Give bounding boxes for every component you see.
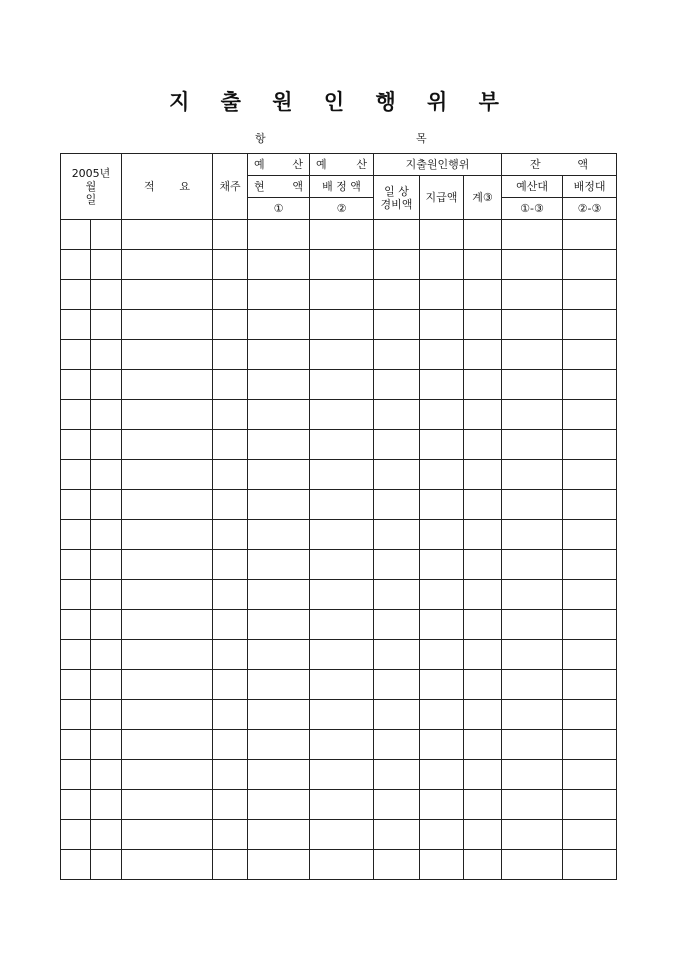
table-cell xyxy=(420,820,464,850)
table-cell xyxy=(61,490,91,520)
balance-header: 잔 액 xyxy=(502,154,617,176)
table-cell xyxy=(122,700,213,730)
table-cell xyxy=(420,850,464,880)
table-cell xyxy=(464,730,502,760)
table-cell xyxy=(213,520,248,550)
table-cell xyxy=(420,520,464,550)
table-cell xyxy=(61,520,91,550)
table-cell xyxy=(248,790,310,820)
table-cell xyxy=(464,700,502,730)
table-cell xyxy=(563,730,617,760)
table-cell xyxy=(122,790,213,820)
month-label: 월 xyxy=(85,180,97,193)
table-cell xyxy=(502,730,563,760)
table-cell xyxy=(310,430,374,460)
table-cell xyxy=(502,610,563,640)
table-cell xyxy=(61,460,91,490)
table-cell xyxy=(310,250,374,280)
table-cell xyxy=(464,310,502,340)
table-cell xyxy=(91,520,122,550)
table-cell xyxy=(310,310,374,340)
table-cell xyxy=(61,220,91,250)
table-cell xyxy=(61,250,91,280)
table-cell xyxy=(502,850,563,880)
table-cell xyxy=(374,490,420,520)
table-cell xyxy=(420,460,464,490)
table-cell xyxy=(248,280,310,310)
table-cell xyxy=(464,580,502,610)
table-cell xyxy=(502,760,563,790)
table-cell xyxy=(420,580,464,610)
table-cell xyxy=(502,640,563,670)
day-label: 일 xyxy=(85,193,97,206)
table-cell xyxy=(420,400,464,430)
table-cell xyxy=(61,850,91,880)
table-cell xyxy=(563,220,617,250)
table-cell xyxy=(61,430,91,460)
table-cell xyxy=(248,460,310,490)
table-cell xyxy=(502,580,563,610)
table-cell xyxy=(374,250,420,280)
table-cell xyxy=(122,490,213,520)
table-cell xyxy=(213,730,248,760)
table-cell xyxy=(213,430,248,460)
table-cell xyxy=(248,640,310,670)
table-row xyxy=(61,220,617,250)
table-cell xyxy=(122,370,213,400)
table-cell xyxy=(563,280,617,310)
table-cell xyxy=(91,790,122,820)
table-cell xyxy=(563,460,617,490)
table-cell xyxy=(374,760,420,790)
table-cell xyxy=(563,340,617,370)
table-row xyxy=(61,760,617,790)
table-cell xyxy=(310,670,374,700)
table-cell xyxy=(502,370,563,400)
table-cell xyxy=(374,460,420,490)
table-cell xyxy=(248,850,310,880)
table-cell xyxy=(61,730,91,760)
table-cell xyxy=(61,640,91,670)
table-cell xyxy=(213,460,248,490)
table-cell xyxy=(248,340,310,370)
table-cell xyxy=(91,310,122,340)
table-cell xyxy=(248,760,310,790)
table-cell xyxy=(420,340,464,370)
table-cell xyxy=(248,490,310,520)
expense-group-header: 지출원인행위 xyxy=(374,154,502,176)
table-cell xyxy=(213,790,248,820)
table-cell xyxy=(502,820,563,850)
table-cell xyxy=(91,580,122,610)
table-row xyxy=(61,610,617,640)
table-cell xyxy=(420,490,464,520)
table-cell xyxy=(374,580,420,610)
table-cell xyxy=(374,550,420,580)
table-cell xyxy=(122,520,213,550)
table-row xyxy=(61,850,617,880)
table-cell xyxy=(420,250,464,280)
table-cell xyxy=(563,760,617,790)
vs-alloc-header: 배정대 xyxy=(563,176,617,198)
table-cell xyxy=(464,760,502,790)
table-cell xyxy=(122,580,213,610)
table-cell xyxy=(374,820,420,850)
table-cell xyxy=(61,820,91,850)
table-cell xyxy=(248,550,310,580)
table-cell xyxy=(563,520,617,550)
table-cell xyxy=(310,850,374,880)
table-cell xyxy=(502,220,563,250)
table-cell xyxy=(91,340,122,370)
vs-budget-formula: ①-③ xyxy=(502,198,563,220)
table-cell xyxy=(502,250,563,280)
table-cell xyxy=(464,520,502,550)
table-cell xyxy=(374,640,420,670)
table-row xyxy=(61,580,617,610)
table-cell xyxy=(502,790,563,820)
table-cell xyxy=(374,400,420,430)
table-cell xyxy=(502,280,563,310)
table-cell xyxy=(502,550,563,580)
table-cell xyxy=(61,340,91,370)
table-cell xyxy=(213,850,248,880)
table-cell xyxy=(91,760,122,790)
table-cell xyxy=(374,430,420,460)
table-cell xyxy=(91,850,122,880)
table-cell xyxy=(310,340,374,370)
date-header xyxy=(61,154,122,220)
table-cell xyxy=(91,370,122,400)
table-cell xyxy=(464,850,502,880)
budget-current-header-top: 예 산 xyxy=(248,154,310,176)
table-row xyxy=(61,430,617,460)
table-cell xyxy=(122,850,213,880)
table-cell xyxy=(91,610,122,640)
table-cell xyxy=(213,610,248,640)
table-cell xyxy=(61,760,91,790)
table-cell xyxy=(563,250,617,280)
table-cell xyxy=(420,220,464,250)
table-cell xyxy=(61,400,91,430)
table-cell xyxy=(248,430,310,460)
table-cell xyxy=(61,700,91,730)
table-cell xyxy=(374,700,420,730)
table-cell xyxy=(420,610,464,640)
table-cell xyxy=(374,730,420,760)
table-cell xyxy=(420,310,464,340)
table-cell xyxy=(248,730,310,760)
table-cell xyxy=(122,670,213,700)
table-cell xyxy=(563,790,617,820)
table-cell xyxy=(563,490,617,520)
table-cell xyxy=(420,370,464,400)
table-cell xyxy=(310,790,374,820)
table-cell xyxy=(502,340,563,370)
table-cell xyxy=(310,700,374,730)
subtitle-mok: 목 xyxy=(416,132,427,145)
table-cell xyxy=(248,250,310,280)
table-cell xyxy=(563,640,617,670)
table-cell xyxy=(374,220,420,250)
table-cell xyxy=(310,610,374,640)
table-cell xyxy=(213,820,248,850)
table-cell xyxy=(374,850,420,880)
table-cell xyxy=(213,370,248,400)
table-cell xyxy=(374,520,420,550)
table-cell xyxy=(248,610,310,640)
table-cell xyxy=(248,820,310,850)
table-cell xyxy=(563,370,617,400)
table-cell xyxy=(91,700,122,730)
table-row xyxy=(61,340,617,370)
table-cell xyxy=(310,460,374,490)
table-cell xyxy=(91,250,122,280)
creditor-header: 채주 xyxy=(213,154,248,220)
table-cell xyxy=(374,370,420,400)
table-cell xyxy=(248,670,310,700)
table-cell xyxy=(213,250,248,280)
table-cell xyxy=(464,550,502,580)
table-cell xyxy=(122,760,213,790)
table-cell xyxy=(213,310,248,340)
table-cell xyxy=(91,280,122,310)
table-cell xyxy=(122,640,213,670)
table-cell xyxy=(310,400,374,430)
ledger-table xyxy=(60,153,617,880)
payment-header: 지급액 xyxy=(420,176,464,220)
table-cell xyxy=(122,280,213,310)
table-cell xyxy=(213,490,248,520)
table-cell xyxy=(563,550,617,580)
table-cell xyxy=(122,550,213,580)
table-cell xyxy=(563,850,617,880)
table-row xyxy=(61,700,617,730)
table-cell xyxy=(61,550,91,580)
table-cell xyxy=(420,760,464,790)
table-cell xyxy=(464,280,502,310)
table-cell xyxy=(310,730,374,760)
table-cell xyxy=(310,280,374,310)
table-cell xyxy=(122,400,213,430)
table-cell xyxy=(563,580,617,610)
table-cell xyxy=(374,670,420,700)
table-cell xyxy=(464,610,502,640)
table-cell xyxy=(502,490,563,520)
table-cell xyxy=(464,820,502,850)
table-row xyxy=(61,520,617,550)
table-cell xyxy=(248,700,310,730)
table-cell xyxy=(464,370,502,400)
table-cell xyxy=(374,610,420,640)
table-cell xyxy=(248,220,310,250)
table-cell xyxy=(248,370,310,400)
table-cell xyxy=(310,220,374,250)
table-cell xyxy=(122,220,213,250)
table-cell xyxy=(91,730,122,760)
table-row xyxy=(61,790,617,820)
table-cell xyxy=(502,310,563,340)
table-cell xyxy=(420,640,464,670)
budget-alloc-number: ② xyxy=(310,198,374,220)
table-cell xyxy=(464,430,502,460)
table-cell xyxy=(420,790,464,820)
table-cell xyxy=(464,490,502,520)
table-cell xyxy=(310,490,374,520)
table-cell xyxy=(213,760,248,790)
table-cell xyxy=(563,610,617,640)
table-cell xyxy=(213,400,248,430)
year-label: 2005년 xyxy=(71,167,111,180)
table-cell xyxy=(122,460,213,490)
table-cell xyxy=(213,280,248,310)
table-cell xyxy=(61,610,91,640)
table-cell xyxy=(61,310,91,340)
table-cell xyxy=(563,670,617,700)
table-cell xyxy=(61,280,91,310)
table-cell xyxy=(464,640,502,670)
table-cell xyxy=(374,340,420,370)
table-cell xyxy=(213,580,248,610)
table-cell xyxy=(91,670,122,700)
table-cell xyxy=(420,670,464,700)
table-cell xyxy=(310,520,374,550)
table-cell xyxy=(464,460,502,490)
vs-alloc-formula: ②-③ xyxy=(563,198,617,220)
table-row xyxy=(61,400,617,430)
table-cell xyxy=(502,460,563,490)
table-cell xyxy=(122,730,213,760)
table-cell xyxy=(91,550,122,580)
table-cell xyxy=(310,820,374,850)
table-row xyxy=(61,820,617,850)
table-cell xyxy=(213,220,248,250)
table-cell xyxy=(464,400,502,430)
total-header: 계③ xyxy=(464,176,502,220)
table-cell xyxy=(91,640,122,670)
table-cell xyxy=(563,430,617,460)
table-cell xyxy=(420,430,464,460)
table-cell xyxy=(310,580,374,610)
table-cell xyxy=(91,490,122,520)
table-cell xyxy=(420,700,464,730)
table-row xyxy=(61,640,617,670)
ledger-body xyxy=(61,220,617,880)
table-cell xyxy=(464,790,502,820)
table-cell xyxy=(61,670,91,700)
table-cell xyxy=(374,280,420,310)
table-cell xyxy=(374,310,420,340)
table-cell xyxy=(420,280,464,310)
table-cell xyxy=(61,580,91,610)
table-cell xyxy=(420,550,464,580)
table-cell xyxy=(248,520,310,550)
table-cell xyxy=(563,700,617,730)
table-cell xyxy=(122,250,213,280)
budget-current-header-mid: 현 액 xyxy=(248,176,310,198)
table-cell xyxy=(563,820,617,850)
table-cell xyxy=(122,610,213,640)
table-cell xyxy=(502,400,563,430)
summary-header: 적 요 xyxy=(122,154,213,220)
table-cell xyxy=(213,700,248,730)
table-cell xyxy=(91,820,122,850)
ordinary-expense-header: 일 상 경비액 xyxy=(374,176,420,220)
table-cell xyxy=(310,640,374,670)
table-cell xyxy=(310,550,374,580)
table-cell xyxy=(310,370,374,400)
subtitle-hang: 항 xyxy=(255,132,266,145)
table-cell xyxy=(563,310,617,340)
table-row xyxy=(61,310,617,340)
table-cell xyxy=(248,580,310,610)
table-cell xyxy=(464,670,502,700)
table-cell xyxy=(420,730,464,760)
table-row xyxy=(61,730,617,760)
table-cell xyxy=(122,820,213,850)
table-cell xyxy=(310,760,374,790)
table-cell xyxy=(213,670,248,700)
table-cell xyxy=(374,790,420,820)
table-row xyxy=(61,670,617,700)
table-row xyxy=(61,280,617,310)
table-cell xyxy=(61,370,91,400)
table-row xyxy=(61,370,617,400)
table-cell xyxy=(248,310,310,340)
table-cell xyxy=(122,310,213,340)
table-cell xyxy=(464,250,502,280)
table-cell xyxy=(502,430,563,460)
budget-alloc-header-mid: 배 정 액 xyxy=(310,176,374,198)
table-cell xyxy=(91,400,122,430)
budget-alloc-header-top: 예 산 xyxy=(310,154,374,176)
table-cell xyxy=(213,640,248,670)
table-cell xyxy=(91,220,122,250)
table-cell xyxy=(502,670,563,700)
table-cell xyxy=(248,400,310,430)
table-row xyxy=(61,250,617,280)
table-cell xyxy=(563,400,617,430)
table-cell xyxy=(91,460,122,490)
table-cell xyxy=(213,550,248,580)
table-cell xyxy=(502,520,563,550)
budget-current-number: ① xyxy=(248,198,310,220)
table-row xyxy=(61,490,617,520)
table-cell xyxy=(464,220,502,250)
table-cell xyxy=(464,340,502,370)
table-cell xyxy=(122,430,213,460)
table-row xyxy=(61,550,617,580)
table-cell xyxy=(122,340,213,370)
table-cell xyxy=(61,790,91,820)
table-cell xyxy=(213,340,248,370)
page-title: 지 출 원 인 행 위 부 xyxy=(169,89,511,114)
table-row xyxy=(61,460,617,490)
table-cell xyxy=(91,430,122,460)
table-cell xyxy=(502,700,563,730)
vs-budget-header: 예산대 xyxy=(502,176,563,198)
